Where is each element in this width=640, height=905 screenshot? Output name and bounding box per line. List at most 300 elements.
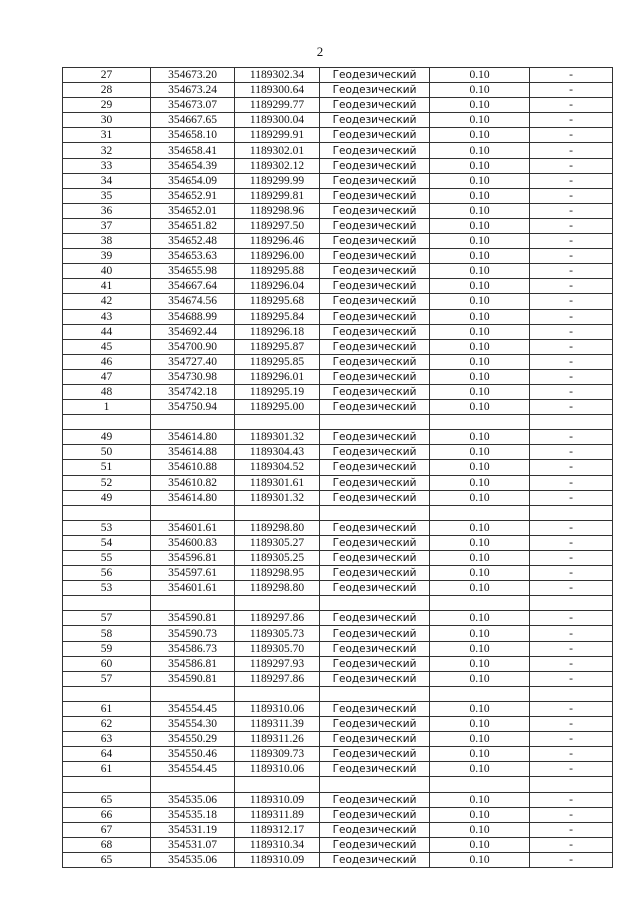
method-cell xyxy=(320,686,430,701)
y-coordinate-cell: 1189311.26 xyxy=(235,732,320,747)
point-number-cell: 60 xyxy=(63,656,151,671)
x-coordinate-cell: 354554.45 xyxy=(151,701,235,716)
note-cell: - xyxy=(530,128,613,143)
x-coordinate-cell: 354531.07 xyxy=(151,837,235,852)
x-coordinate-cell: 354601.61 xyxy=(151,581,235,596)
y-coordinate-cell: 1189299.77 xyxy=(235,98,320,113)
y-coordinate-cell: 1189305.70 xyxy=(235,641,320,656)
y-coordinate-cell: 1189295.88 xyxy=(235,264,320,279)
y-coordinate-cell: 1189299.91 xyxy=(235,128,320,143)
y-coordinate-cell: 1189299.99 xyxy=(235,173,320,188)
table-row xyxy=(63,656,613,671)
note-cell: - xyxy=(530,535,613,550)
method-cell: Геодезический xyxy=(320,83,430,98)
table-row xyxy=(63,234,613,249)
note-cell: - xyxy=(530,566,613,581)
y-coordinate-cell xyxy=(235,505,320,520)
table-row xyxy=(63,143,613,158)
x-coordinate-cell: 354655.98 xyxy=(151,264,235,279)
point-number-cell: 41 xyxy=(63,279,151,294)
table-row xyxy=(63,445,613,460)
table-row xyxy=(63,294,613,309)
page-number: 2 xyxy=(316,44,324,59)
y-coordinate-cell: 1189297.93 xyxy=(235,656,320,671)
x-coordinate-cell: 354535.06 xyxy=(151,792,235,807)
y-coordinate-cell: 1189305.27 xyxy=(235,535,320,550)
note-cell: - xyxy=(530,641,613,656)
x-coordinate-cell: 354652.48 xyxy=(151,234,235,249)
point-number-cell: 44 xyxy=(63,324,151,339)
table-row xyxy=(63,264,613,279)
method-cell: Геодезический xyxy=(320,701,430,716)
point-number-cell xyxy=(63,415,151,430)
precision-cell: 0.10 xyxy=(430,309,530,324)
x-coordinate-cell: 354700.90 xyxy=(151,339,235,354)
method-cell: Геодезический xyxy=(320,460,430,475)
table-row xyxy=(63,188,613,203)
point-number-cell: 35 xyxy=(63,188,151,203)
table-row xyxy=(63,369,613,384)
x-coordinate-cell: 354654.39 xyxy=(151,158,235,173)
note-cell xyxy=(530,777,613,792)
method-cell: Геодезический xyxy=(320,430,430,445)
y-coordinate-cell: 1189295.68 xyxy=(235,294,320,309)
precision-cell: 0.10 xyxy=(430,430,530,445)
note-cell: - xyxy=(530,203,613,218)
y-coordinate-cell: 1189298.96 xyxy=(235,203,320,218)
note-cell: - xyxy=(530,430,613,445)
x-coordinate-cell: 354590.73 xyxy=(151,626,235,641)
note-cell: - xyxy=(530,520,613,535)
point-number-cell: 65 xyxy=(63,852,151,867)
precision-cell: 0.10 xyxy=(430,143,530,158)
table-row xyxy=(63,777,613,792)
x-coordinate-cell: 354727.40 xyxy=(151,354,235,369)
method-cell: Геодезический xyxy=(320,68,430,83)
note-cell: - xyxy=(530,234,613,249)
table-row xyxy=(63,581,613,596)
point-number-cell: 64 xyxy=(63,747,151,762)
point-number-cell: 63 xyxy=(63,732,151,747)
x-coordinate-cell: 354667.64 xyxy=(151,279,235,294)
x-coordinate-cell: 354652.01 xyxy=(151,203,235,218)
point-number-cell: 40 xyxy=(63,264,151,279)
y-coordinate-cell: 1189297.86 xyxy=(235,611,320,626)
precision-cell xyxy=(430,505,530,520)
precision-cell: 0.10 xyxy=(430,188,530,203)
x-coordinate-cell: 354654.09 xyxy=(151,173,235,188)
table-row xyxy=(63,203,613,218)
table-row xyxy=(63,324,613,339)
method-cell: Геодезический xyxy=(320,822,430,837)
point-number-cell: 55 xyxy=(63,551,151,566)
y-coordinate-cell: 1189297.50 xyxy=(235,218,320,233)
point-number-cell: 1 xyxy=(63,400,151,415)
y-coordinate-cell: 1189310.06 xyxy=(235,701,320,716)
table-row xyxy=(63,158,613,173)
precision-cell: 0.10 xyxy=(430,294,530,309)
note-cell: - xyxy=(530,309,613,324)
x-coordinate-cell: 354614.80 xyxy=(151,490,235,505)
x-coordinate-cell: 354586.81 xyxy=(151,656,235,671)
y-coordinate-cell: 1189295.85 xyxy=(235,354,320,369)
table-row xyxy=(63,415,613,430)
table-row xyxy=(63,641,613,656)
point-number-cell: 32 xyxy=(63,143,151,158)
point-number-cell: 49 xyxy=(63,490,151,505)
y-coordinate-cell: 1189302.34 xyxy=(235,68,320,83)
note-cell: - xyxy=(530,792,613,807)
note-cell: - xyxy=(530,671,613,686)
table-row xyxy=(63,807,613,822)
table-row xyxy=(63,626,613,641)
table-row xyxy=(63,384,613,399)
y-coordinate-cell: 1189312.17 xyxy=(235,822,320,837)
precision-cell: 0.10 xyxy=(430,671,530,686)
x-coordinate-cell: 354531.19 xyxy=(151,822,235,837)
x-coordinate-cell: 354590.81 xyxy=(151,611,235,626)
table-row xyxy=(63,852,613,867)
precision-cell: 0.10 xyxy=(430,807,530,822)
y-coordinate-cell: 1189301.61 xyxy=(235,475,320,490)
x-coordinate-cell: 354550.46 xyxy=(151,747,235,762)
x-coordinate-cell: 354692.44 xyxy=(151,324,235,339)
method-cell: Геодезический xyxy=(320,309,430,324)
precision-cell: 0.10 xyxy=(430,837,530,852)
x-coordinate-cell: 354750.94 xyxy=(151,400,235,415)
precision-cell: 0.10 xyxy=(430,445,530,460)
method-cell: Геодезический xyxy=(320,717,430,732)
method-cell: Геодезический xyxy=(320,490,430,505)
precision-cell: 0.10 xyxy=(430,249,530,264)
precision-cell: 0.10 xyxy=(430,701,530,716)
table-row xyxy=(63,747,613,762)
method-cell: Геодезический xyxy=(320,400,430,415)
note-cell: - xyxy=(530,701,613,716)
y-coordinate-cell: 1189295.19 xyxy=(235,384,320,399)
precision-cell: 0.10 xyxy=(430,400,530,415)
x-coordinate-cell: 354610.82 xyxy=(151,475,235,490)
point-number-cell xyxy=(63,777,151,792)
note-cell: - xyxy=(530,807,613,822)
note-cell: - xyxy=(530,384,613,399)
point-number-cell: 48 xyxy=(63,384,151,399)
point-number-cell: 56 xyxy=(63,566,151,581)
method-cell: Геодезический xyxy=(320,762,430,777)
precision-cell: 0.10 xyxy=(430,218,530,233)
note-cell: - xyxy=(530,339,613,354)
table-row xyxy=(63,173,613,188)
method-cell: Геодезический xyxy=(320,641,430,656)
method-cell: Геодезический xyxy=(320,566,430,581)
table-row xyxy=(63,400,613,415)
note-cell: - xyxy=(530,158,613,173)
note-cell: - xyxy=(530,324,613,339)
precision-cell: 0.10 xyxy=(430,460,530,475)
y-coordinate-cell: 1189300.04 xyxy=(235,113,320,128)
method-cell: Геодезический xyxy=(320,792,430,807)
x-coordinate-cell xyxy=(151,686,235,701)
table-row xyxy=(63,837,613,852)
y-coordinate-cell: 1189304.43 xyxy=(235,445,320,460)
precision-cell: 0.10 xyxy=(430,566,530,581)
method-cell: Геодезический xyxy=(320,143,430,158)
method-cell: Геодезический xyxy=(320,158,430,173)
precision-cell: 0.10 xyxy=(430,626,530,641)
table-row xyxy=(63,460,613,475)
table-row xyxy=(63,249,613,264)
method-cell: Геодезический xyxy=(320,581,430,596)
precision-cell: 0.10 xyxy=(430,98,530,113)
precision-cell: 0.10 xyxy=(430,732,530,747)
y-coordinate-cell: 1189295.00 xyxy=(235,400,320,415)
y-coordinate-cell: 1189296.46 xyxy=(235,234,320,249)
note-cell: - xyxy=(530,249,613,264)
method-cell: Геодезический xyxy=(320,98,430,113)
note-cell: - xyxy=(530,279,613,294)
note-cell: - xyxy=(530,551,613,566)
precision-cell: 0.10 xyxy=(430,173,530,188)
precision-cell: 0.10 xyxy=(430,158,530,173)
x-coordinate-cell: 354651.82 xyxy=(151,218,235,233)
method-cell: Геодезический xyxy=(320,671,430,686)
y-coordinate-cell xyxy=(235,596,320,611)
x-coordinate-cell xyxy=(151,505,235,520)
precision-cell: 0.10 xyxy=(430,324,530,339)
precision-cell: 0.10 xyxy=(430,852,530,867)
y-coordinate-cell: 1189301.32 xyxy=(235,490,320,505)
x-coordinate-cell: 354673.20 xyxy=(151,68,235,83)
method-cell: Геодезический xyxy=(320,294,430,309)
note-cell: - xyxy=(530,369,613,384)
coordinates-table-body xyxy=(63,68,613,868)
point-number-cell xyxy=(63,505,151,520)
point-number-cell: 54 xyxy=(63,535,151,550)
x-coordinate-cell xyxy=(151,596,235,611)
precision-cell: 0.10 xyxy=(430,339,530,354)
table-row xyxy=(63,566,613,581)
precision-cell: 0.10 xyxy=(430,68,530,83)
x-coordinate-cell: 354658.41 xyxy=(151,143,235,158)
x-coordinate-cell: 354597.61 xyxy=(151,566,235,581)
y-coordinate-cell: 1189295.84 xyxy=(235,309,320,324)
table-row xyxy=(63,98,613,113)
note-cell: - xyxy=(530,581,613,596)
note-cell: - xyxy=(530,445,613,460)
note-cell: - xyxy=(530,400,613,415)
y-coordinate-cell xyxy=(235,686,320,701)
table-row xyxy=(63,535,613,550)
x-coordinate-cell xyxy=(151,777,235,792)
table-row xyxy=(63,762,613,777)
y-coordinate-cell: 1189305.73 xyxy=(235,626,320,641)
method-cell xyxy=(320,505,430,520)
method-cell: Геодезический xyxy=(320,264,430,279)
note-cell: - xyxy=(530,354,613,369)
table-row xyxy=(63,701,613,716)
table-row xyxy=(63,309,613,324)
y-coordinate-cell: 1189298.80 xyxy=(235,581,320,596)
precision-cell: 0.10 xyxy=(430,369,530,384)
precision-cell: 0.10 xyxy=(430,611,530,626)
method-cell: Геодезический xyxy=(320,188,430,203)
point-number-cell xyxy=(63,596,151,611)
method-cell: Геодезический xyxy=(320,354,430,369)
table-row xyxy=(63,354,613,369)
y-coordinate-cell: 1189296.00 xyxy=(235,249,320,264)
method-cell: Геодезический xyxy=(320,369,430,384)
x-coordinate-cell: 354730.98 xyxy=(151,369,235,384)
y-coordinate-cell xyxy=(235,777,320,792)
point-number-cell: 29 xyxy=(63,98,151,113)
note-cell: - xyxy=(530,732,613,747)
method-cell: Геодезический xyxy=(320,535,430,550)
y-coordinate-cell: 1189305.25 xyxy=(235,551,320,566)
y-coordinate-cell: 1189296.04 xyxy=(235,279,320,294)
y-coordinate-cell: 1189302.12 xyxy=(235,158,320,173)
y-coordinate-cell: 1189310.34 xyxy=(235,837,320,852)
point-number-cell xyxy=(63,686,151,701)
x-coordinate-cell: 354535.18 xyxy=(151,807,235,822)
precision-cell: 0.10 xyxy=(430,747,530,762)
y-coordinate-cell: 1189298.80 xyxy=(235,520,320,535)
method-cell xyxy=(320,415,430,430)
method-cell: Геодезический xyxy=(320,626,430,641)
method-cell: Геодезический xyxy=(320,475,430,490)
point-number-cell: 67 xyxy=(63,822,151,837)
note-cell: - xyxy=(530,475,613,490)
y-coordinate-cell: 1189296.01 xyxy=(235,369,320,384)
precision-cell: 0.10 xyxy=(430,354,530,369)
table-row xyxy=(63,339,613,354)
point-number-cell: 53 xyxy=(63,520,151,535)
note-cell: - xyxy=(530,143,613,158)
table-row xyxy=(63,128,613,143)
x-coordinate-cell: 354614.88 xyxy=(151,445,235,460)
y-coordinate-cell: 1189296.18 xyxy=(235,324,320,339)
point-number-cell: 42 xyxy=(63,294,151,309)
precision-cell xyxy=(430,777,530,792)
point-number-cell: 62 xyxy=(63,717,151,732)
point-number-cell: 61 xyxy=(63,762,151,777)
precision-cell: 0.10 xyxy=(430,279,530,294)
note-cell: - xyxy=(530,852,613,867)
y-coordinate-cell: 1189300.64 xyxy=(235,83,320,98)
method-cell xyxy=(320,777,430,792)
table-row xyxy=(63,83,613,98)
point-number-cell: 43 xyxy=(63,309,151,324)
y-coordinate-cell: 1189295.87 xyxy=(235,339,320,354)
x-coordinate-cell: 354673.07 xyxy=(151,98,235,113)
precision-cell: 0.10 xyxy=(430,551,530,566)
precision-cell: 0.10 xyxy=(430,822,530,837)
note-cell: - xyxy=(530,626,613,641)
point-number-cell: 33 xyxy=(63,158,151,173)
point-number-cell: 46 xyxy=(63,354,151,369)
method-cell: Геодезический xyxy=(320,249,430,264)
x-coordinate-cell: 354658.10 xyxy=(151,128,235,143)
note-cell: - xyxy=(530,113,613,128)
x-coordinate-cell: 354614.80 xyxy=(151,430,235,445)
point-number-cell: 31 xyxy=(63,128,151,143)
note-cell: - xyxy=(530,188,613,203)
point-number-cell: 66 xyxy=(63,807,151,822)
note-cell: - xyxy=(530,264,613,279)
note-cell xyxy=(530,415,613,430)
point-number-cell: 39 xyxy=(63,249,151,264)
x-coordinate-cell: 354653.63 xyxy=(151,249,235,264)
point-number-cell: 68 xyxy=(63,837,151,852)
precision-cell xyxy=(430,596,530,611)
precision-cell: 0.10 xyxy=(430,113,530,128)
method-cell: Геодезический xyxy=(320,128,430,143)
table-row xyxy=(63,505,613,520)
method-cell: Геодезический xyxy=(320,324,430,339)
precision-cell: 0.10 xyxy=(430,581,530,596)
precision-cell: 0.10 xyxy=(430,762,530,777)
point-number-cell: 38 xyxy=(63,234,151,249)
note-cell: - xyxy=(530,762,613,777)
x-coordinate-cell: 354610.88 xyxy=(151,460,235,475)
precision-cell: 0.10 xyxy=(430,717,530,732)
x-coordinate-cell: 354550.29 xyxy=(151,732,235,747)
note-cell: - xyxy=(530,717,613,732)
table-row xyxy=(63,475,613,490)
method-cell: Геодезический xyxy=(320,384,430,399)
point-number-cell: 57 xyxy=(63,611,151,626)
note-cell: - xyxy=(530,83,613,98)
table-row xyxy=(63,732,613,747)
precision-cell xyxy=(430,415,530,430)
method-cell: Геодезический xyxy=(320,732,430,747)
point-number-cell: 52 xyxy=(63,475,151,490)
table-row xyxy=(63,218,613,233)
y-coordinate-cell: 1189310.06 xyxy=(235,762,320,777)
note-cell: - xyxy=(530,173,613,188)
x-coordinate-cell: 354590.81 xyxy=(151,671,235,686)
point-number-cell: 47 xyxy=(63,369,151,384)
point-number-cell: 27 xyxy=(63,68,151,83)
note-cell: - xyxy=(530,460,613,475)
precision-cell: 0.10 xyxy=(430,128,530,143)
table-row xyxy=(63,520,613,535)
precision-cell: 0.10 xyxy=(430,535,530,550)
x-coordinate-cell: 354688.99 xyxy=(151,309,235,324)
note-cell: - xyxy=(530,98,613,113)
method-cell: Геодезический xyxy=(320,551,430,566)
note-cell xyxy=(530,686,613,701)
x-coordinate-cell: 354600.83 xyxy=(151,535,235,550)
y-coordinate-cell: 1189311.39 xyxy=(235,717,320,732)
note-cell: - xyxy=(530,218,613,233)
note-cell: - xyxy=(530,747,613,762)
method-cell: Геодезический xyxy=(320,279,430,294)
y-coordinate-cell: 1189304.52 xyxy=(235,460,320,475)
note-cell: - xyxy=(530,490,613,505)
method-cell: Геодезический xyxy=(320,445,430,460)
method-cell: Геодезический xyxy=(320,852,430,867)
table-row xyxy=(63,551,613,566)
method-cell: Геодезический xyxy=(320,611,430,626)
y-coordinate-cell: 1189310.09 xyxy=(235,852,320,867)
note-cell: - xyxy=(530,837,613,852)
point-number-cell: 28 xyxy=(63,83,151,98)
point-number-cell: 36 xyxy=(63,203,151,218)
y-coordinate-cell: 1189299.81 xyxy=(235,188,320,203)
table-row xyxy=(63,596,613,611)
precision-cell: 0.10 xyxy=(430,792,530,807)
precision-cell: 0.10 xyxy=(430,384,530,399)
